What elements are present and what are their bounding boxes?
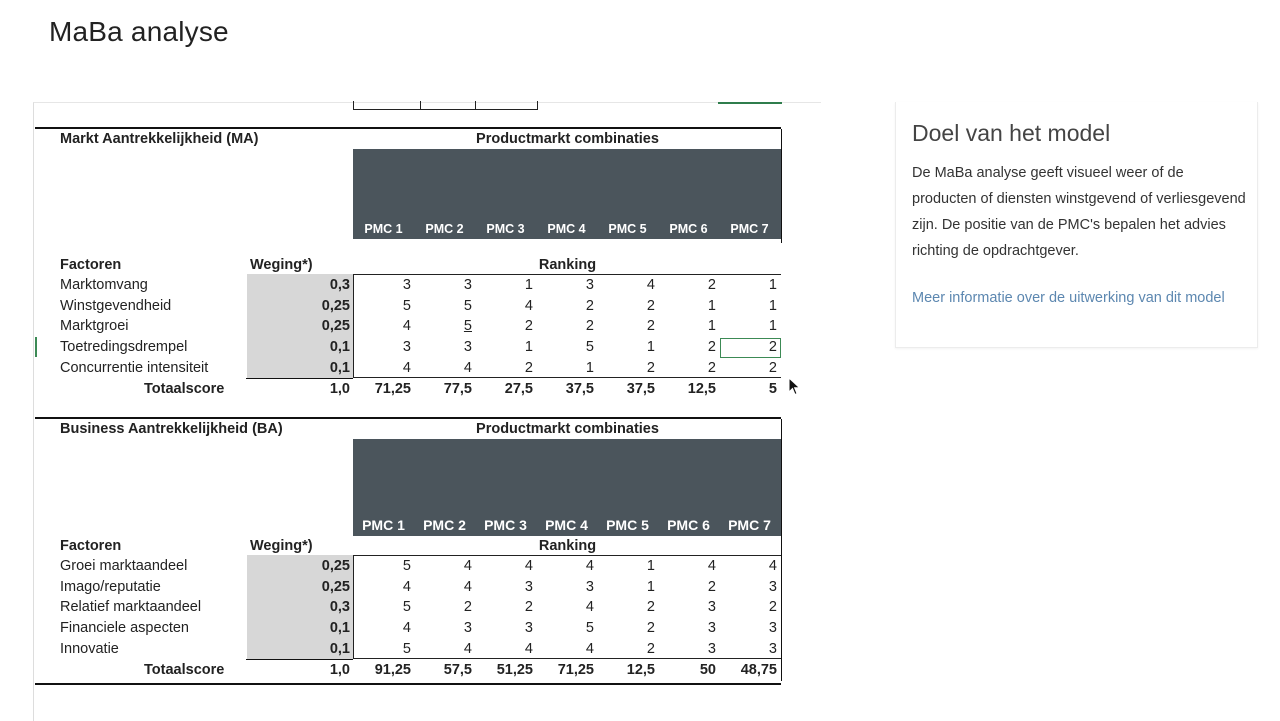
table-row[interactable] (35, 316, 781, 337)
ranking-cell[interactable]: 2 (646, 599, 655, 616)
table-row[interactable] (35, 358, 781, 379)
ba-pmc-header: PMC 4 (545, 517, 588, 533)
ranking-cell[interactable]: 4 (402, 620, 411, 637)
ranking-cell[interactable]: 3 (768, 620, 777, 637)
ranking-cell[interactable]: 3 (402, 277, 411, 293)
ranking-cell[interactable]: 2 (524, 599, 533, 616)
weight-cell[interactable]: 0,1 (329, 640, 350, 657)
ranking-cell[interactable]: 4 (524, 558, 533, 574)
total-cell[interactable]: 57,5 (443, 662, 472, 678)
ranking-cell[interactable]: 1 (707, 297, 716, 314)
ranking-cell[interactable]: 2 (646, 359, 655, 376)
ranking-cell[interactable]: 2 (585, 297, 594, 314)
total-cell[interactable]: 12,5 (687, 381, 716, 397)
ranking-cell[interactable]: 1 (646, 339, 655, 356)
total-cell[interactable]: 50 (699, 662, 716, 678)
total-row[interactable] (35, 660, 781, 681)
ma-pmc-header-band (353, 149, 781, 239)
weight-cell[interactable]: 0,25 (321, 558, 350, 574)
ranking-cell[interactable]: 3 (768, 640, 777, 657)
total-cell[interactable]: 37,5 (626, 381, 655, 397)
ma-weging-label: Weging*) (250, 257, 313, 273)
ranking-cell[interactable]: 4 (402, 578, 411, 595)
ranking-cell[interactable]: 1 (768, 277, 777, 293)
total-cell[interactable]: 37,5 (565, 381, 594, 397)
ranking-cell[interactable]: 2 (707, 578, 716, 595)
weight-cell[interactable]: 0,25 (321, 297, 350, 314)
ranking-cell[interactable]: 1 (768, 297, 777, 314)
total-cell[interactable]: 91,25 (374, 662, 411, 678)
factor-label: Imago/reputatie (60, 578, 161, 595)
factor-label: Financiele aspecten (60, 620, 189, 637)
total-row[interactable] (35, 379, 781, 400)
ranking-cell[interactable]: 2 (768, 359, 777, 376)
table-row[interactable] (35, 618, 781, 639)
total-cell[interactable]: 71,25 (374, 381, 411, 397)
factor-label: Marktomvang (60, 277, 148, 293)
total-cell[interactable]: 27,5 (504, 381, 533, 397)
weight-cell[interactable]: 0,1 (329, 620, 350, 637)
ba-pmc-header-band (353, 439, 781, 536)
ranking-cell[interactable]: 3 (524, 578, 533, 595)
ranking-cell[interactable]: 2 (707, 277, 716, 293)
ranking-cell[interactable]: 2 (707, 339, 716, 356)
ranking-cell[interactable]: 4 (585, 599, 594, 616)
total-label: Totaalscore (144, 381, 225, 397)
ranking-cell[interactable]: 5 (463, 318, 472, 335)
spreadsheet-view[interactable] (33, 102, 821, 721)
ranking-cell[interactable]: 2 (646, 640, 655, 657)
ranking-cell[interactable]: 5 (402, 640, 411, 657)
ba-weging-label: Weging*) (250, 538, 313, 554)
ranking-cell[interactable]: 2 (585, 318, 594, 335)
ba-pmc-header: PMC 6 (667, 517, 710, 533)
ranking-cell[interactable]: 2 (463, 599, 472, 616)
ma-factoren-label: Factoren (60, 257, 122, 273)
ma-pmc-header: PMC 1 (364, 222, 403, 236)
ma-pmc-header: PMC 5 (608, 222, 647, 236)
table-row[interactable] (35, 556, 781, 577)
factor-label: Groei marktaandeel (60, 558, 188, 574)
ranking-cell[interactable]: 3 (707, 599, 716, 616)
ma-pmc-header: PMC 3 (486, 222, 525, 236)
ranking-cell[interactable]: 2 (524, 318, 533, 335)
ma-pmc-header: PMC 2 (425, 222, 464, 236)
ranking-cell[interactable]: 3 (524, 620, 533, 637)
ranking-cell[interactable]: 3 (585, 277, 594, 293)
weight-cell[interactable]: 0,1 (329, 359, 350, 376)
weight-cell[interactable]: 0,3 (329, 277, 350, 293)
weight-cell[interactable]: 0,3 (329, 599, 350, 616)
ranking-cell[interactable]: 4 (524, 640, 533, 657)
ma-section (35, 127, 781, 418)
ma-title: Markt Aantrekkelijkheid (MA) (60, 131, 259, 147)
ranking-cell[interactable]: 1 (524, 339, 533, 356)
ranking-cell[interactable]: 1 (585, 359, 594, 376)
ba-pmc-header: PMC 2 (423, 517, 466, 533)
ma-pmc-header: PMC 4 (547, 222, 586, 236)
total-cell[interactable]: 77,5 (443, 381, 472, 397)
ranking-cell[interactable]: 3 (463, 277, 472, 293)
ranking-cell[interactable]: 4 (707, 558, 716, 574)
ranking-cell[interactable]: 1 (768, 318, 777, 335)
weight-cell[interactable]: 0,1 (329, 339, 350, 356)
table-row[interactable] (35, 296, 781, 317)
panel-description: De MaBa analyse geeft visueel weer of de producten of diensten winstgevend of verliesgevend zijn. De positie van de PMC's bepalen het advies richting de opdrachtgever. (912, 165, 1246, 259)
ranking-cell[interactable]: 4 (463, 359, 472, 376)
table-row[interactable] (35, 639, 781, 660)
total-cell[interactable]: 5 (768, 381, 777, 397)
ranking-cell[interactable]: 5 (463, 297, 472, 314)
ranking-cell[interactable]: 1 (646, 578, 655, 595)
total-cell[interactable]: 51,25 (496, 662, 533, 678)
ranking-cell[interactable]: 5 (402, 558, 411, 574)
ba-pmc-header: PMC 5 (606, 517, 649, 533)
table-row[interactable] (35, 577, 781, 598)
total-weight[interactable]: 1,0 (329, 381, 350, 397)
ranking-cell[interactable]: 4 (585, 640, 594, 657)
ranking-cell[interactable]: 1 (707, 318, 716, 335)
ba-pmc-header: PMC 7 (728, 517, 771, 533)
ba-factoren-label: Factoren (60, 538, 122, 554)
ranking-cell[interactable]: 5 (585, 339, 594, 356)
info-panel (895, 102, 1258, 348)
factor-label: Marktgroei (60, 318, 129, 335)
ranking-cell[interactable]: 3 (402, 339, 411, 356)
ranking-cell[interactable]: 2 (768, 339, 777, 356)
ranking-cell[interactable]: 3 (707, 620, 716, 637)
ba-section (35, 417, 781, 685)
ma-ranking-label: Ranking (538, 257, 597, 273)
total-weight[interactable]: 1,0 (329, 662, 350, 678)
more-info-link[interactable]: Meer informatie over de uitwerking van dit model (912, 290, 1225, 306)
ranking-cell[interactable]: 5 (402, 599, 411, 616)
ranking-cell[interactable]: 2 (524, 359, 533, 376)
ba-title: Business Aantrekkelijkheid (BA) (60, 421, 283, 437)
ranking-cell[interactable]: 3 (463, 620, 472, 637)
ba-pmc-header: PMC 1 (362, 517, 405, 533)
ranking-cell[interactable]: 5 (402, 297, 411, 314)
ranking-cell[interactable]: 2 (646, 620, 655, 637)
mouse-pointer-icon (788, 377, 802, 397)
ranking-cell[interactable]: 2 (646, 297, 655, 314)
total-label: Totaalscore (144, 662, 225, 678)
factor-label: Concurrentie intensiteit (60, 359, 209, 376)
ranking-cell[interactable]: 4 (768, 558, 777, 574)
selection-indicator (718, 102, 782, 104)
ranking-cell[interactable]: 1 (524, 277, 533, 293)
weight-cell[interactable]: 0,25 (321, 578, 350, 595)
ranking-cell[interactable]: 4 (402, 359, 411, 376)
ranking-cell[interactable]: 5 (585, 620, 594, 637)
ma-pmc-title: Productmarkt combinaties (476, 131, 659, 147)
panel-heading: Doel van het model (912, 120, 1111, 146)
ma-pmc-header: PMC 7 (730, 222, 769, 236)
ranking-cell[interactable]: 4 (646, 277, 655, 293)
ba-pmc-header: PMC 3 (484, 517, 527, 533)
ba-ranking-label: Ranking (538, 538, 597, 554)
total-cell[interactable]: 48,75 (740, 662, 777, 678)
ranking-cell[interactable]: 2 (768, 599, 777, 616)
ranking-cell[interactable]: 2 (646, 318, 655, 335)
table-row[interactable] (35, 337, 781, 358)
table-row[interactable] (35, 597, 781, 618)
factor-label: Innovatie (60, 640, 119, 657)
factor-label: Toetredingsdrempel (60, 339, 188, 356)
cell-border-fragment (353, 101, 538, 110)
ranking-cell[interactable]: 4 (463, 640, 472, 657)
ranking-cell[interactable]: 3 (463, 339, 472, 356)
ranking-cell[interactable]: 4 (585, 558, 594, 574)
weight-cell[interactable]: 0,25 (321, 318, 350, 335)
ranking-cell[interactable]: 1 (646, 558, 655, 574)
selected-cell[interactable] (720, 338, 781, 358)
table-row[interactable] (35, 275, 781, 296)
total-cell[interactable]: 12,5 (626, 662, 655, 678)
ranking-cell[interactable]: 3 (768, 578, 777, 595)
ba-pmc-title: Productmarkt combinaties (476, 421, 659, 437)
ranking-cell[interactable]: 4 (463, 578, 472, 595)
ranking-cell[interactable]: 4 (402, 318, 411, 335)
factor-label: Relatief marktaandeel (60, 599, 202, 616)
total-cell[interactable]: 71,25 (557, 662, 594, 678)
page-title: MaBa analyse (49, 16, 229, 47)
ranking-cell[interactable]: 4 (463, 558, 472, 574)
ranking-cell[interactable]: 3 (585, 578, 594, 595)
ranking-cell[interactable]: 3 (707, 640, 716, 657)
ma-pmc-header: PMC 6 (669, 222, 708, 236)
ranking-cell[interactable]: 2 (707, 359, 716, 376)
ranking-cell[interactable]: 4 (524, 297, 533, 314)
factor-label: Winstgevendheid (60, 297, 172, 314)
